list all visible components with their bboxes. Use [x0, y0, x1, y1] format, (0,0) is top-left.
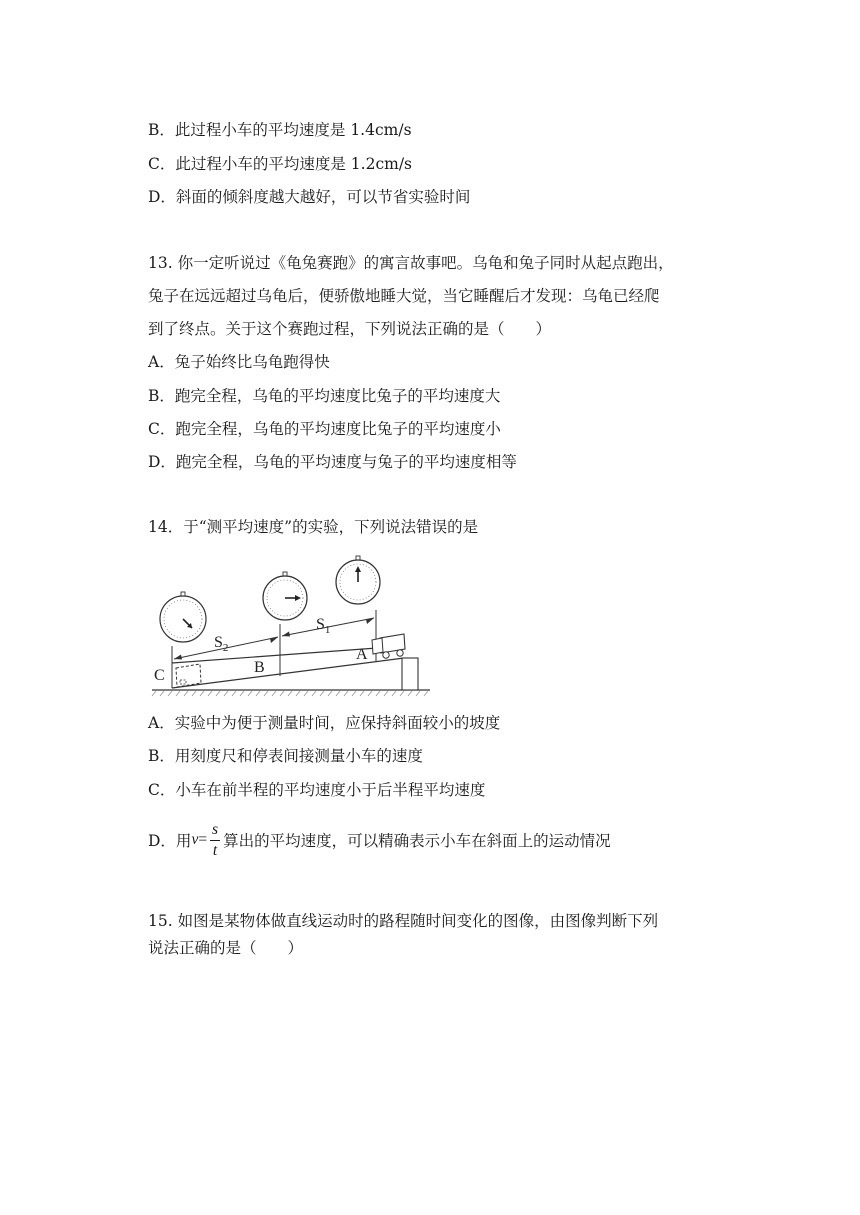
- s2-arrow-head-right: [270, 637, 278, 643]
- incline-bottom-edge: [172, 658, 404, 688]
- q15-stem-line-2: 说法正确的是（ ）: [148, 939, 304, 957]
- support-block: [402, 658, 418, 690]
- cart-at-c-wheel: [180, 680, 186, 684]
- q14-stem: 14．于“测平均速度”的实验，下列说法错误的是: [148, 518, 479, 536]
- q13-option-d: D．跑完全程，乌龟的平均速度与兔子的平均速度相等: [148, 453, 517, 471]
- formula-variable-v: v: [191, 831, 199, 848]
- q14-option-c: C．小车在前半程的平均速度小于后半程平均速度: [148, 781, 486, 799]
- incline-top-edge: [172, 646, 404, 663]
- label-s2: $S_2$: [214, 634, 229, 654]
- formula-numerator: s: [212, 820, 219, 838]
- s1-arrow-head-left: [282, 632, 290, 637]
- q13-stem-line-1: 13. 你一定听说过《龟兔赛跑》的寓言故事吧。乌龟和兔子同时从起点跑出，: [148, 254, 674, 272]
- incline-experiment-diagram: [150, 552, 440, 702]
- q13-option-a: A．兔子始终比乌龟跑得快: [148, 353, 330, 371]
- q14-option-a: A．实验中为便于测量时间，应保持斜面较小的坡度: [148, 714, 501, 732]
- q13-stem-line-3: 到了终点。关于这个赛跑过程，下列说法正确的是（ ）: [148, 320, 552, 338]
- stopwatch-left-icon: [160, 592, 206, 642]
- label-s1: $S_1$: [316, 616, 331, 636]
- q12-option-b: B．此过程小车的平均速度是 1.4cm/s: [148, 121, 412, 139]
- q12-option-d: D．斜面的倾斜度越大越好，可以节省实验时间: [148, 188, 471, 206]
- q13-option-c: C．跑完全程，乌龟的平均速度比兔子的平均速度小: [148, 420, 501, 438]
- q14-option-b: B．用刻度尺和停表间接测量小车的速度: [148, 747, 423, 765]
- q13-stem-line-2: 兔子在远远超过乌龟后，便骄傲地睡大觉，当它睡醒后才发现：乌龟已经爬: [148, 287, 660, 305]
- q13-option-b: B．跑完全程，乌龟的平均速度比兔子的平均速度大: [148, 387, 501, 405]
- label-point-a: A: [356, 646, 368, 663]
- q14-option-d: [148, 816, 611, 864]
- q15-stem-line-1: 15. 如图是某物体做直线运动时的路程随时间变化的图像，由图像判断下列: [148, 912, 659, 930]
- q12-option-c: C．此过程小车的平均速度是 1.2cm/s: [148, 155, 412, 173]
- formula-fraction: [210, 821, 220, 860]
- q14-option-d-suffix: 算出的平均速度，可以精确表示小车在斜面上的运动情况: [223, 832, 611, 850]
- formula-equals: =: [198, 831, 208, 848]
- formula-fraction-bar: [210, 840, 220, 841]
- label-point-b: B: [254, 659, 265, 676]
- formula-denominator: t: [212, 841, 218, 859]
- cart-at-c-dashed: [176, 664, 201, 687]
- s2-arrow-head-left: [174, 655, 182, 660]
- stopwatch-middle-icon: [263, 572, 307, 620]
- stopwatch-right-icon: [336, 556, 380, 604]
- q14-option-d-prefix: D．用: [148, 832, 192, 850]
- ground-hatching: [152, 691, 428, 696]
- cart-at-a: [372, 634, 405, 658]
- label-point-c: C: [154, 667, 165, 684]
